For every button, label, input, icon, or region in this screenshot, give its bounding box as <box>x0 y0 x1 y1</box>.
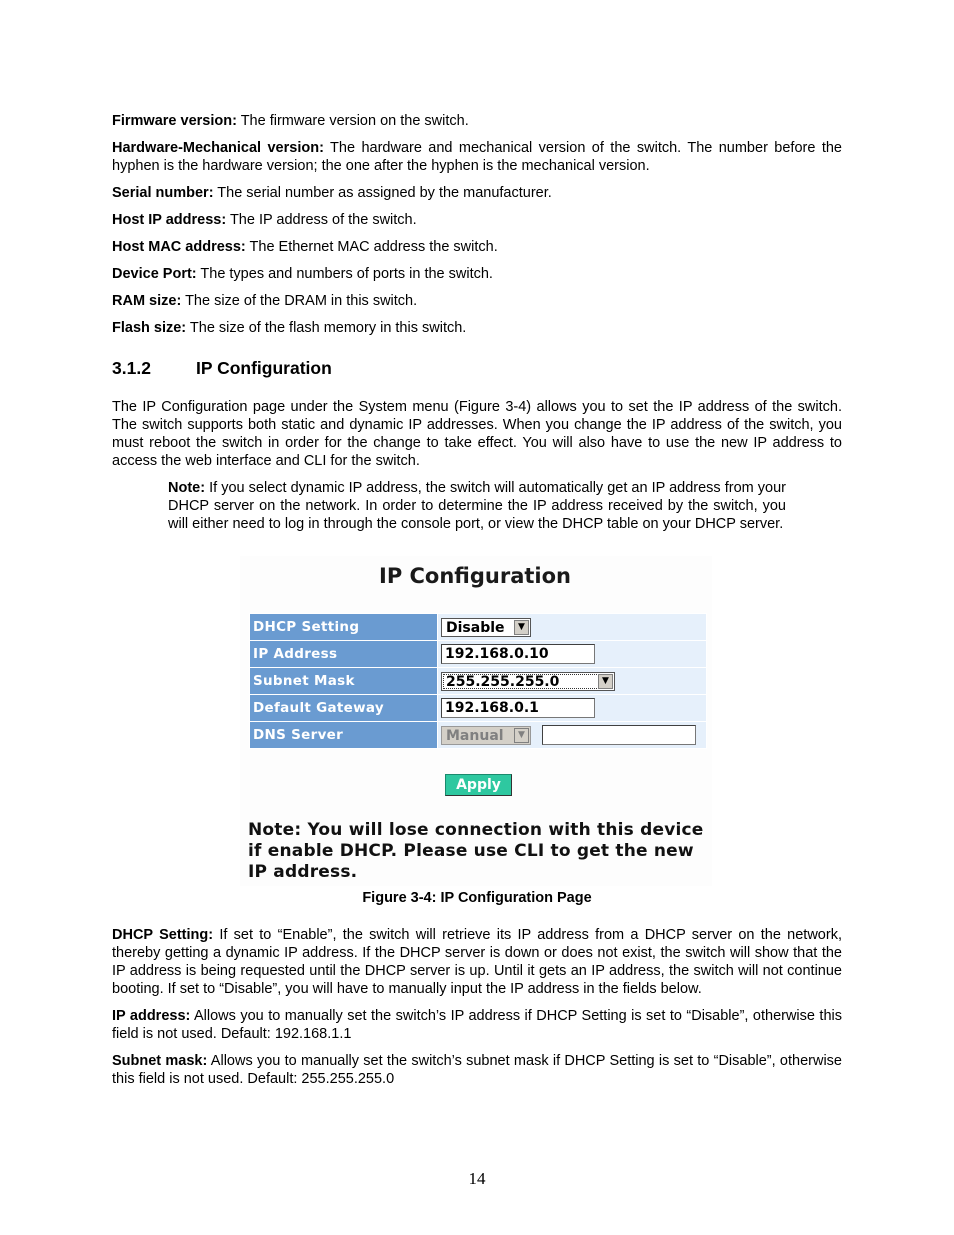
note-text: If you select dynamic IP address, the switch will automatically get an IP address from your DHCP server on the network. In order to determine the IP address received by the switch, you will either need to log in through the console port, or view the DHCP table on your DHCP server. <box>168 480 786 532</box>
subnet-mask-select[interactable] <box>441 672 615 691</box>
default-gateway-label: Default Gateway <box>250 695 438 722</box>
section-heading <box>112 358 332 379</box>
dns-server-label: DNS Server <box>250 722 438 749</box>
def-flash-size: Flash size: The size of the flash memory in this switch. <box>112 320 467 336</box>
intro-paragraph: The IP Configuration page under the System menu (Figure 3-4) allows you to set the IP address of the switch. The switch supports both static and dynamic IP addresses. When you change the IP address of the switch, you must reboot the switch in order for the change to take effect. You will also have to use the new IP address to access the web interface and CLI for the switch. <box>112 399 842 469</box>
note-paragraph <box>168 479 786 533</box>
def-dhcp-setting: DHCP Setting: If set to “Enable”, the switch will retrieve its IP address from a DHCP server on the network, thereby getting a dynamic IP address. If the DHCP server is down or does not exist, the switch will show that the IP address is being requested until the DHCP server is up. Until it gets an IP address, the switch will not continue booting. If set to “Disable”, you will have to manually input the IP address in the fields below. <box>112 927 842 997</box>
chevron-down-icon: ▼ <box>514 728 529 743</box>
dns-server-cell <box>438 722 707 749</box>
default-gateway-row <box>250 695 707 722</box>
dns-server-input[interactable] <box>542 725 696 745</box>
dhcp-setting-cell <box>438 614 707 641</box>
def-subnet-mask: Subnet mask: Allows you to manually set the switch’s subnet mask if DHCP Setting is set to “Disable”, otherwise this field is not used. Default: 255.255.255.0 <box>112 1053 842 1087</box>
note-label: Note: <box>168 480 206 496</box>
dhcp-setting-value: Disable <box>446 620 505 636</box>
default-gateway-input[interactable]: 192.168.0.1 <box>441 698 595 718</box>
ip-address-cell <box>438 641 707 668</box>
subnet-mask-cell <box>438 668 707 695</box>
chevron-down-icon: ▼ <box>514 620 529 635</box>
def-ip-address: IP address: Allows you to manually set the switch’s IP address if DHCP Setting is set to “Disable”, otherwise this field is not used. Default: 192.168.1.1 <box>112 1008 842 1042</box>
ip-config-table <box>249 613 707 749</box>
def-host-mac-address: Host MAC address: The Ethernet MAC address the switch. <box>112 239 498 255</box>
top-definitions <box>112 112 842 346</box>
ip-configuration-figure <box>240 556 712 886</box>
bottom-definitions <box>112 926 842 1097</box>
subnet-mask-label: Subnet Mask <box>250 668 438 695</box>
subnet-mask-value: 255.255.255.0 <box>446 674 560 690</box>
subnet-mask-row <box>250 668 707 695</box>
dhcp-setting-label: DHCP Setting <box>250 614 438 641</box>
dns-server-row <box>250 722 707 749</box>
ip-address-label: IP Address <box>250 641 438 668</box>
page-number: 14 <box>468 1169 486 1188</box>
def-hardware-mechanical-version: Hardware-Mechanical version: The hardware and mechanical version of the switch. The number before the hyphen is the hardware version; the one after the hyphen is the mechanical version. <box>112 140 842 174</box>
figure-note: Note: You will lose connection with this device if enable DHCP. Please use CLI to get the new IP address. <box>248 820 704 882</box>
ip-address-input[interactable]: 192.168.0.10 <box>441 644 595 664</box>
dhcp-setting-select[interactable] <box>441 618 531 637</box>
default-gateway-cell <box>438 695 707 722</box>
dns-server-mode-select[interactable] <box>441 726 531 745</box>
figure-caption: Figure 3-4: IP Configuration Page <box>362 890 592 906</box>
figure-title: IP Configuration <box>379 564 571 588</box>
dns-server-mode-value: Manual <box>446 727 504 744</box>
def-firmware-version: Firmware version: The firmware version on the switch. <box>112 113 469 129</box>
chevron-down-icon: ▼ <box>598 674 613 689</box>
intro-block <box>112 398 842 470</box>
def-ram-size: RAM size: The size of the DRAM in this switch. <box>112 293 418 309</box>
def-host-ip-address: Host IP address: The IP address of the switch. <box>112 212 417 228</box>
section-number: 3.1.2 <box>112 358 151 378</box>
def-serial-number: Serial number: The serial number as assigned by the manufacturer. <box>112 185 552 201</box>
section-title: IP Configuration <box>196 358 332 378</box>
apply-button[interactable]: Apply <box>445 774 512 796</box>
ip-address-row <box>250 641 707 668</box>
dhcp-setting-row <box>250 614 707 641</box>
def-device-port: Device Port: The types and numbers of ports in the switch. <box>112 266 493 282</box>
